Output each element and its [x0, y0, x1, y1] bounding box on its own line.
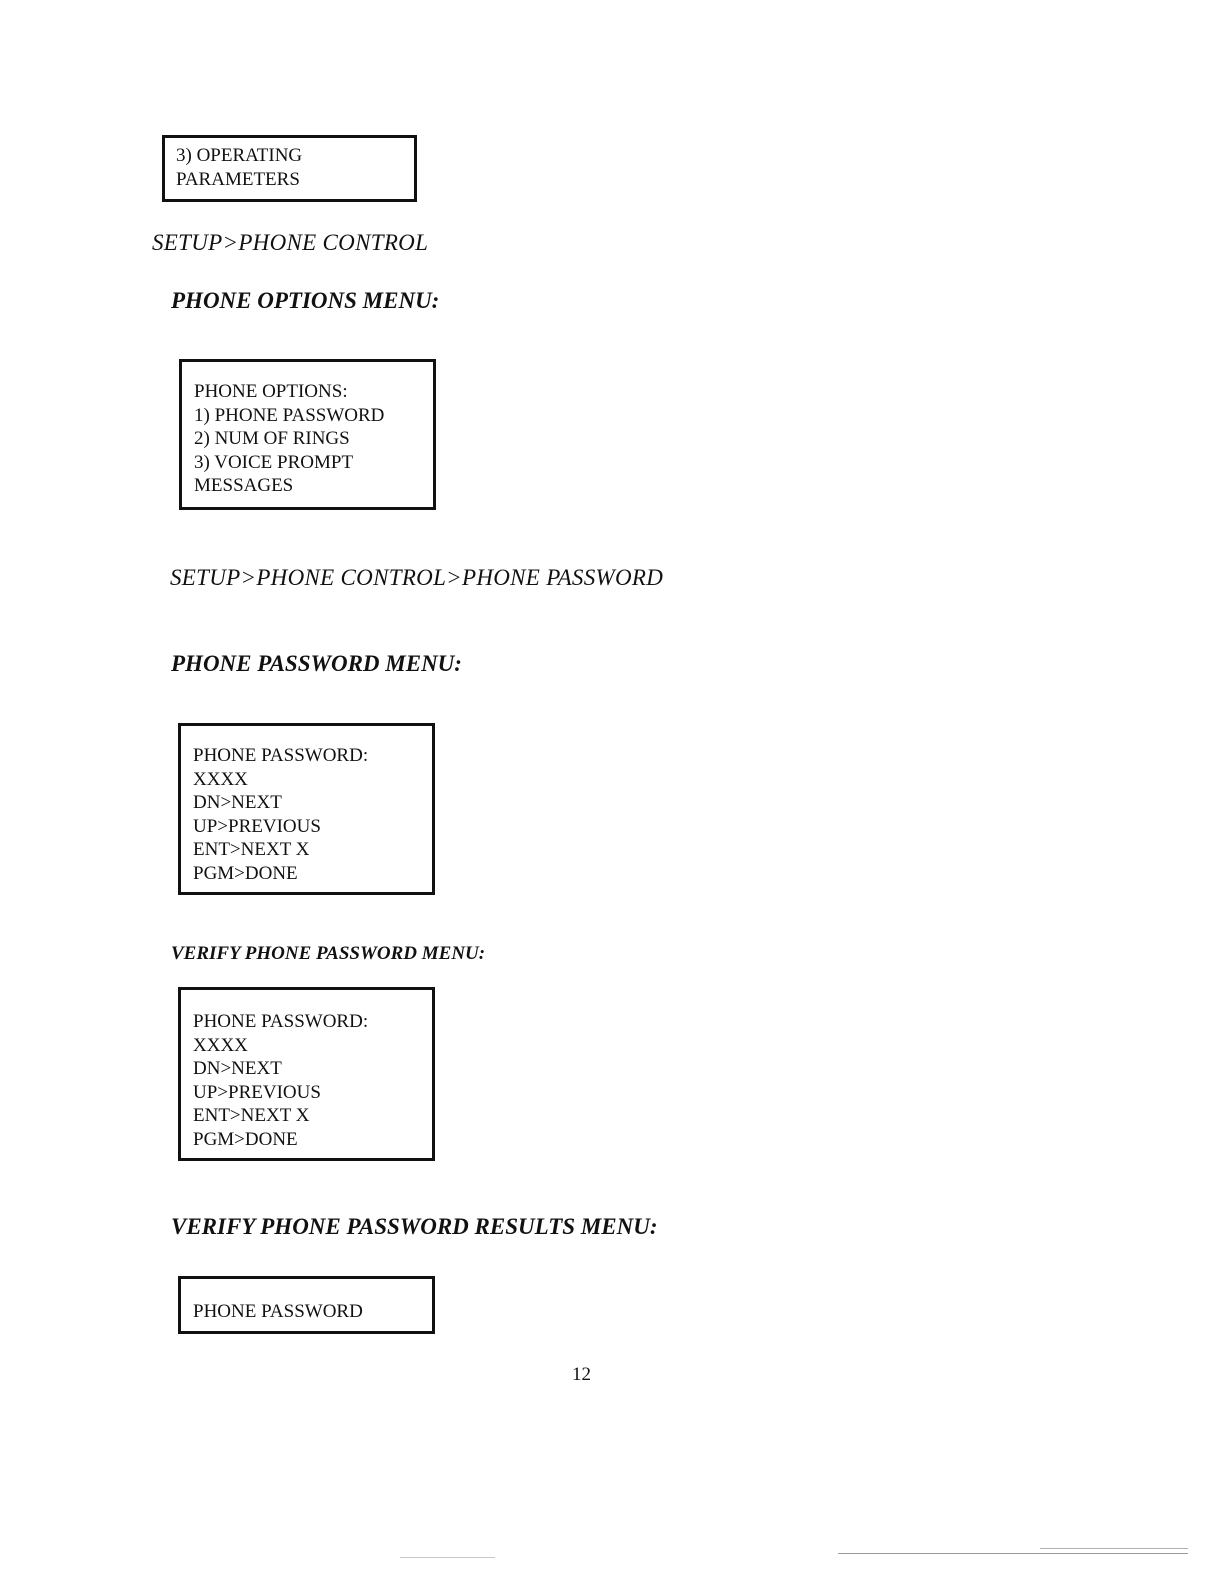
page-number: 12: [572, 1364, 591, 1385]
menu-line: MESSAGES: [194, 475, 294, 497]
menu-line: 3) OPERATING: [176, 145, 303, 166]
menu-line: 3) VOICE PROMPT: [194, 451, 354, 473]
path-phone-password: SETUP>PHONE CONTROL>PHONE PASSWORD: [170, 565, 664, 590]
menu-line: DN>NEXT: [193, 1058, 282, 1080]
menu-line: PHONE PASSWORD:: [193, 1011, 369, 1032]
phone-password-heading: PHONE PASSWORD MENU:: [171, 651, 462, 676]
scan-artifact-line: [838, 1553, 1188, 1554]
menu-line: ENT>NEXT X: [193, 1105, 310, 1127]
verify-phone-password-results-heading: VERIFY PHONE PASSWORD RESULTS MENU:: [171, 1214, 658, 1239]
menu-line: DN>NEXT: [193, 792, 282, 814]
scan-artifact-line: [400, 1557, 495, 1558]
phone-options-menu-box: [179, 359, 436, 510]
menu-line: PHONE OPTIONS:: [194, 381, 348, 402]
menu-line: 1) PHONE PASSWORD: [194, 404, 385, 426]
menu-line: ENT>NEXT X: [193, 839, 310, 861]
phone-password-menu-box: [178, 723, 435, 895]
path-phone-control: SETUP>PHONE CONTROL: [152, 230, 429, 255]
verify-results-menu-box: [178, 1276, 435, 1334]
menu-line: UP>PREVIOUS: [193, 815, 321, 837]
menu-line: UP>PREVIOUS: [193, 1081, 321, 1103]
menu-line: PHONE PASSWORD:: [193, 745, 369, 766]
operating-parameters-menu-box: [162, 135, 417, 202]
menu-line: PARAMETERS: [176, 168, 300, 190]
menu-line: PGM>DONE: [193, 862, 298, 884]
menu-line: XXXX: [193, 768, 248, 790]
menu-line: PHONE PASSWORD: [193, 1301, 363, 1322]
verify-phone-password-menu-box: [178, 987, 435, 1161]
menu-line: XXXX: [193, 1034, 248, 1056]
verify-phone-password-heading: VERIFY PHONE PASSWORD MENU:: [171, 943, 486, 964]
menu-line: PGM>DONE: [193, 1128, 298, 1150]
phone-options-heading: PHONE OPTIONS MENU:: [171, 288, 440, 313]
menu-line: 2) NUM OF RINGS: [194, 428, 350, 450]
scan-artifact-line: [1040, 1548, 1188, 1549]
